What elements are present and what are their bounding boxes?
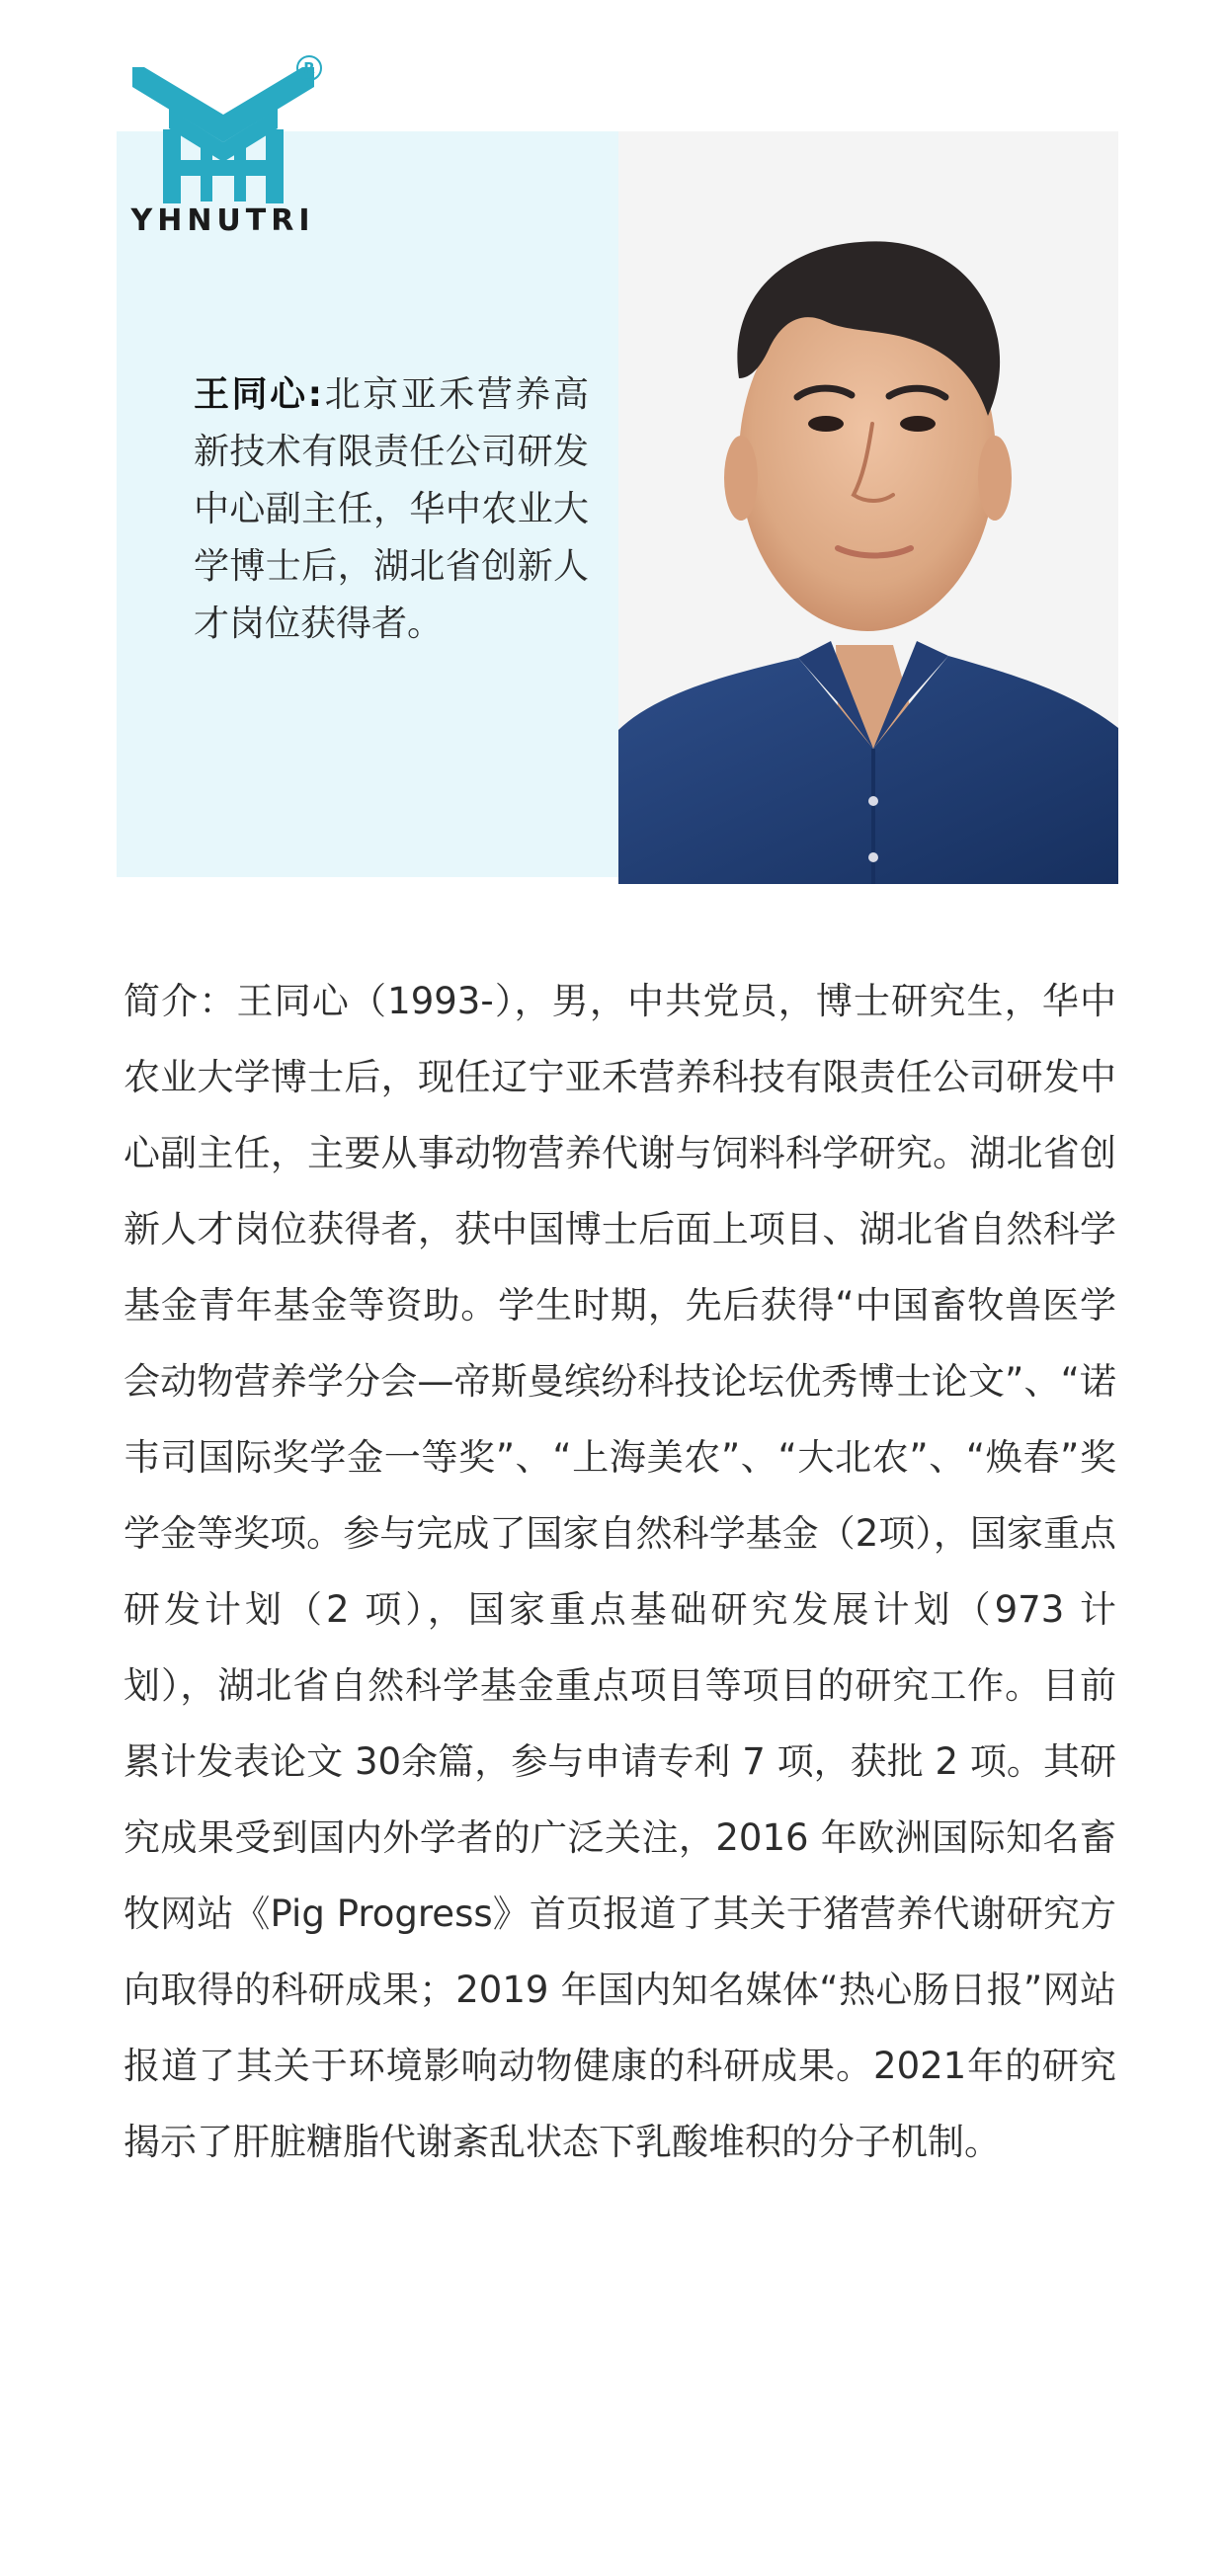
person-title: 北京亚禾营养高新技术有限责任公司研发中心副主任，华中农业大学博士后，湖北省创新人才岗位获得者。 (194, 374, 589, 644)
intro-text (194, 366, 589, 653)
biography-text: 简介：王同心（1993-），男，中共党员，博士研究生，华中农业大学博士后，现任辽宁亚禾营养科技有限责任公司研发中心副主任，主要从事动物营养代谢与饲料科学研究。湖北省创新人才岗位获得者，获中国博士后面上项目、湖北省自然科学基金青年基金等资助。学生时期，先后获得“中国畜牧兽医学会动物营养学分会—帝斯曼缤纷科技论坛优秀博士论文”、“诺韦司国际奖学金一等奖”、“上海美农”、“大北农”、“焕春”奖学金等奖项。参与完成了国家自然科学基金（2项），国家重点研发计划（2 项），国家重点基础研究发展计划（973 计划），湖北省自然科学基金重点项目等项目的研究工作。目前累计发表论文 30余篇，参与申请专利 7 项，获批 2 项。其研究成果受到国内外学者的广泛关注，2016 年欧洲国际知名畜牧网站《Pig Progress》首页报道了其关于猪营养代谢研究方向取得的科研成果；2019 年国内知名媒体“热心肠日报”网站报道了其关于环境影响动物健康的科研成果。2021年的研究揭示了肝脏糖脂代谢紊乱状态下乳酸堆积的分子机制。 (123, 980, 1116, 2163)
person-name: 王同心: (194, 374, 323, 415)
portrait-photo (618, 131, 1118, 884)
logo-wordmark: YHNUTRI (130, 203, 315, 238)
registered-trademark-icon: R (296, 55, 322, 81)
company-logo (117, 47, 329, 245)
portrait-illustration (618, 131, 1118, 884)
yhnutri-logo-icon (124, 47, 322, 203)
